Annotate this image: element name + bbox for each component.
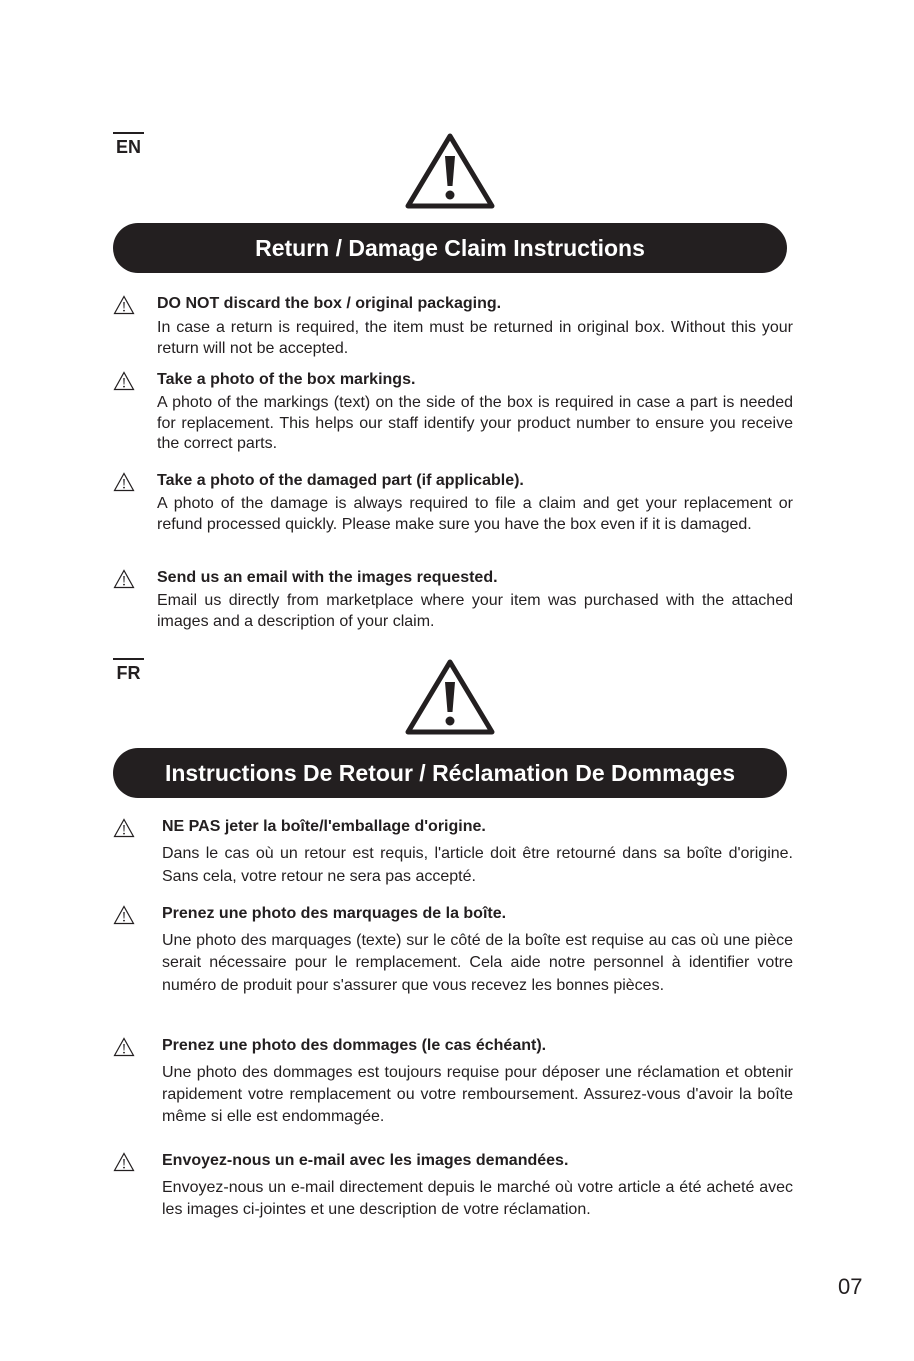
warning-triangle-icon bbox=[113, 1037, 135, 1057]
instruction-text: In case a return is required, the item must be returned in original box. Without this your return will not be accepted. bbox=[157, 319, 793, 357]
language-label-en: EN bbox=[113, 132, 144, 157]
instruction-title: Send us an email with the images requested. bbox=[157, 569, 498, 586]
instruction-title: Take a photo of the damaged part (if applicable). bbox=[157, 472, 524, 489]
instruction-text: Envoyez-nous un e-mail directement depuis le marché où votre article a été acheté avec les images ci-jointes et une description de votre réclamation. bbox=[162, 1179, 793, 1218]
language-label-fr: FR bbox=[113, 658, 144, 683]
page-number: 07 bbox=[838, 1274, 863, 1299]
warning-triangle-icon bbox=[113, 905, 135, 925]
instruction-text: A photo of the damage is always required to file a claim and get your replacement or refund processed quickly. Please make sure you have the box even if it is damaged. bbox=[157, 495, 793, 533]
instruction-text: Dans le cas où un retour est requis, l'article doit être retourné dans sa boîte d'origine. Sans cela, votre retour ne sera pas accepté. bbox=[162, 845, 793, 885]
instruction-text: Une photo des dommages est toujours requise pour déposer une réclamation et obtenir rapidement votre remplacement ou votre remboursement. Assurez-vous d'avoir la boîte même si elle est endommagée. bbox=[162, 1064, 793, 1125]
instruction-item bbox=[113, 1036, 793, 1134]
instruction-item bbox=[113, 568, 793, 638]
instruction-title: Prenez une photo des marquages de la boîte. bbox=[162, 905, 507, 922]
warning-triangle-icon bbox=[113, 1152, 135, 1172]
warning-triangle-icon bbox=[113, 818, 135, 838]
instruction-title: Take a photo of the box markings. bbox=[157, 371, 416, 388]
warning-triangle-icon bbox=[404, 658, 496, 736]
instruction-title: Prenez une photo des dommages (le cas échéant). bbox=[162, 1037, 547, 1054]
instruction-item bbox=[113, 471, 793, 561]
instruction-item bbox=[113, 817, 793, 892]
instruction-title: Envoyez-nous un e-mail avec les images demandées. bbox=[162, 1152, 569, 1169]
instruction-item bbox=[113, 370, 793, 460]
instruction-item bbox=[113, 1151, 793, 1226]
warning-triangle-icon bbox=[113, 371, 135, 391]
warning-triangle-icon bbox=[113, 295, 135, 315]
instruction-item bbox=[113, 294, 793, 364]
instruction-text: Email us directly from marketplace where your item was purchased with the attached images and a description of your claim. bbox=[157, 592, 793, 630]
section-title-banner-en: Return / Damage Claim Instructions bbox=[113, 223, 787, 273]
warning-triangle-icon bbox=[113, 472, 135, 492]
section-title-banner-fr: Instructions De Retour / Réclamation De Dommages bbox=[113, 748, 787, 798]
instruction-text: Une photo des marquages (texte) sur le côté de la boîte est requise au cas où une pièce serait nécessaire pour le remplacement. Cela aide notre personnel à identifier votre numéro de produit pour s'assurer que vous recevez les bonnes pièces. bbox=[162, 932, 793, 994]
warning-triangle-icon bbox=[113, 569, 135, 589]
instruction-text: A photo of the markings (text) on the side of the box is required in case a part is needed for replacement. This helps our staff identify your product number to ensure you receive the correct parts. bbox=[157, 394, 793, 452]
instruction-title: DO NOT discard the box / original packaging. bbox=[157, 295, 502, 312]
warning-triangle-icon bbox=[404, 132, 496, 210]
instruction-item bbox=[113, 904, 793, 1022]
instruction-title: NE PAS jeter la boîte/l'emballage d'origine. bbox=[162, 818, 486, 835]
